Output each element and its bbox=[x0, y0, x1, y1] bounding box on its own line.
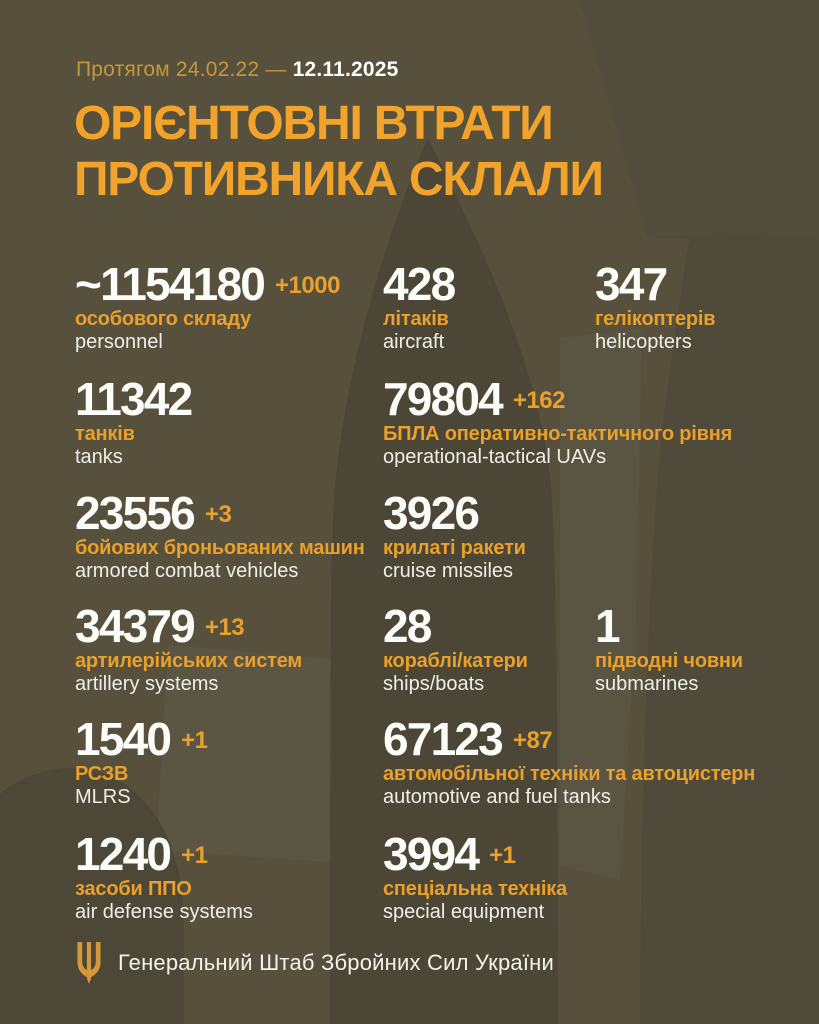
stat-label-en: submarines bbox=[595, 673, 699, 695]
stat-number-row bbox=[383, 600, 528, 652]
stat-value: 1540 bbox=[75, 713, 171, 765]
stat-label-en: artillery systems bbox=[75, 673, 219, 695]
stat-label-en: special equipment bbox=[383, 901, 545, 923]
stat-special-equipment bbox=[383, 828, 568, 924]
stat-number-row bbox=[383, 487, 526, 539]
stat-value: 1240 bbox=[75, 828, 171, 880]
stat-label-uk: підводні човни bbox=[595, 650, 743, 672]
stat-label-en: automotive and fuel tanks bbox=[383, 786, 611, 808]
stat-value: 11342 bbox=[75, 373, 192, 425]
stat-mlrs bbox=[75, 713, 208, 809]
stat-label-uk: гелікоптерів bbox=[595, 308, 716, 330]
stat-delta: +1 bbox=[489, 842, 516, 869]
stat-delta: +3 bbox=[204, 501, 232, 528]
stat-label-uk: особового складу bbox=[75, 308, 252, 330]
stat-label-en: aircraft bbox=[383, 331, 445, 353]
stat-value: 28 bbox=[383, 600, 431, 652]
stat-number-row bbox=[383, 258, 455, 310]
tryzub-icon bbox=[76, 942, 102, 984]
stat-label-uk: РСЗВ bbox=[75, 763, 129, 785]
stat-submarines bbox=[595, 600, 743, 696]
stat-label-uk: кораблі/катери bbox=[383, 650, 528, 672]
stat-number-row bbox=[75, 487, 365, 539]
stat-label-en: cruise missiles bbox=[383, 560, 514, 582]
date-range-value: 12.11.2025 bbox=[292, 58, 399, 81]
stat-label-uk: танків bbox=[75, 423, 135, 445]
stat-label-uk: БПЛА оперативно-тактичного рівня bbox=[383, 423, 733, 445]
stat-number-row bbox=[383, 713, 755, 765]
stat-number-row bbox=[383, 373, 732, 425]
footer-org-label: Генеральний Штаб Збройних Сил України bbox=[118, 950, 554, 975]
page-title-line2: ПРОТИВНИКА СКЛАЛИ bbox=[74, 153, 603, 206]
stat-number-row bbox=[75, 258, 340, 310]
stat-label-en: operational-tactical UAVs bbox=[383, 446, 607, 468]
stat-value: 347 bbox=[595, 258, 667, 310]
stat-delta: +87 bbox=[512, 727, 553, 754]
stat-delta: +13 bbox=[204, 614, 245, 641]
stat-aircraft bbox=[383, 258, 455, 354]
stat-delta: +162 bbox=[512, 387, 565, 414]
stat-personnel bbox=[75, 258, 340, 354]
page-title bbox=[74, 96, 603, 208]
stat-delta: +1 bbox=[181, 842, 208, 869]
stat-number-row bbox=[75, 713, 208, 765]
stat-value: 67123 bbox=[383, 713, 502, 765]
stat-label-uk: автомобільної техніки та автоцистерн bbox=[383, 763, 756, 785]
footer bbox=[76, 942, 554, 984]
stat-tanks bbox=[75, 373, 192, 469]
stat-value: 79804 bbox=[383, 373, 502, 425]
stat-armored-vehicles bbox=[75, 487, 365, 583]
stat-label-uk: літаків bbox=[383, 308, 449, 330]
stat-vehicles-fuel-tanks bbox=[383, 713, 756, 809]
stat-label-uk: крилаті ракети bbox=[383, 537, 526, 559]
stat-value: 23556 bbox=[75, 487, 194, 539]
stat-label-uk: артилерійських систем bbox=[75, 650, 302, 672]
stat-label-uk: спеціальна техніка bbox=[383, 878, 568, 900]
stat-delta: +1000 bbox=[275, 272, 340, 299]
stat-value: 3926 bbox=[383, 487, 479, 539]
stat-uavs bbox=[383, 373, 733, 469]
stat-value: 428 bbox=[383, 258, 455, 310]
stat-label-en: personnel bbox=[75, 331, 163, 353]
stat-value: 1 bbox=[595, 600, 619, 652]
stat-number-row bbox=[75, 600, 302, 652]
stat-number-row bbox=[595, 258, 715, 310]
stat-helicopters bbox=[595, 258, 716, 354]
stat-label-en: tanks bbox=[75, 446, 123, 468]
stat-label-en: armored combat vehicles bbox=[75, 560, 299, 582]
date-range-prefix: Протягом 24.02.22 — bbox=[76, 58, 287, 81]
stat-label-en: helicopters bbox=[595, 331, 692, 353]
stat-label-uk: засоби ППО bbox=[75, 878, 192, 900]
stat-air-defense bbox=[75, 828, 253, 924]
page-title-line1: ОРІЄНТОВНІ ВТРАТИ bbox=[74, 97, 553, 150]
stat-value: 34379 bbox=[75, 600, 194, 652]
stat-label-en: air defense systems bbox=[75, 901, 253, 923]
stat-delta: +1 bbox=[181, 727, 208, 754]
stat-cruise-missiles bbox=[383, 487, 526, 583]
stat-label-en: ships/boats bbox=[383, 673, 485, 695]
stat-value: 3994 bbox=[383, 828, 479, 880]
stat-artillery bbox=[75, 600, 302, 696]
stat-label-en: MLRS bbox=[75, 786, 131, 808]
stat-value: ~1154180 bbox=[75, 258, 265, 310]
stat-number-row bbox=[75, 828, 253, 880]
date-range bbox=[76, 58, 399, 82]
stat-number-row bbox=[75, 373, 192, 425]
stat-ships bbox=[383, 600, 528, 696]
stat-label-uk: бойових броньованих машин bbox=[75, 537, 365, 559]
stat-number-row bbox=[595, 600, 743, 652]
stat-number-row bbox=[383, 828, 567, 880]
